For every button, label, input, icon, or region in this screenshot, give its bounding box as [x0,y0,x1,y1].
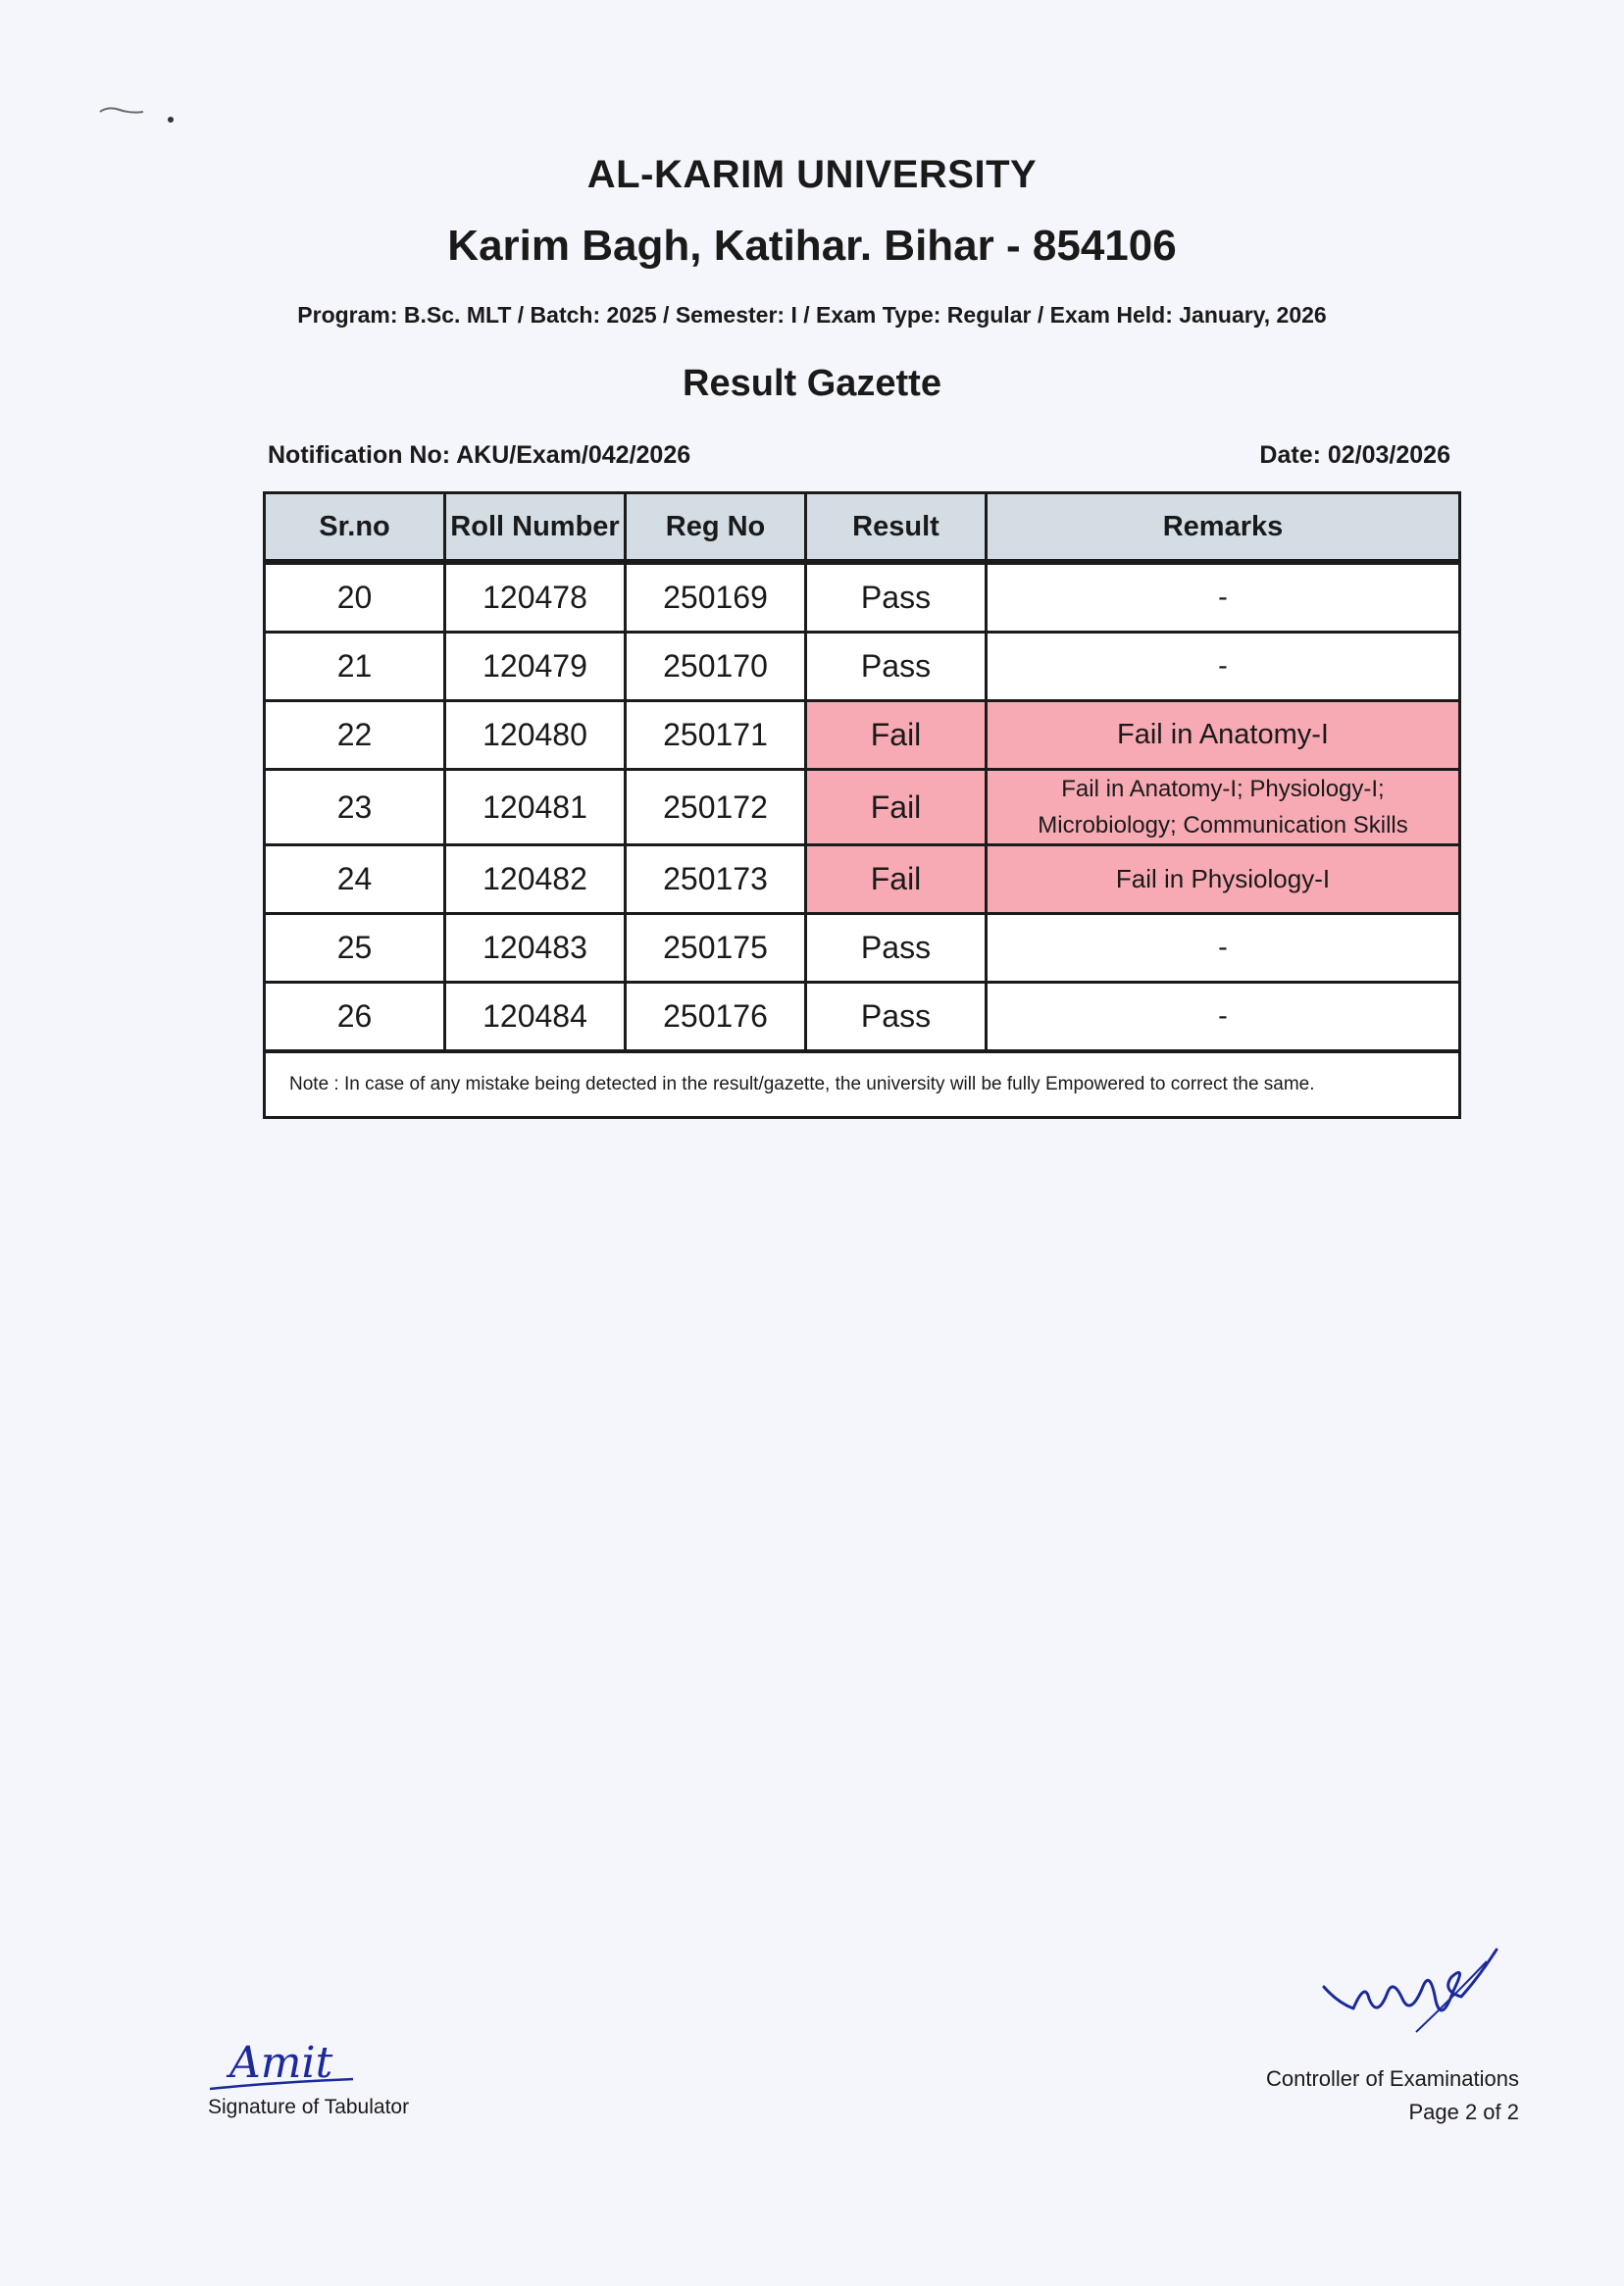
sr-no-cell: 20 [265,562,445,633]
result-cell: Pass [806,562,987,633]
table-row [265,562,1460,633]
table-note-row [265,1051,1460,1118]
table-row [265,770,1460,845]
reg-no-cell: 250176 [626,983,806,1052]
reg-no-cell: 250170 [626,633,806,701]
gazette-note: Note : In case of any mistake being detected in the result/gazette, the university will be fully Empowered to correct the same. [265,1051,1460,1118]
result-cell-fail: Fail [806,770,987,845]
result-table [263,491,1461,1119]
roll-number-cell: 120478 [445,562,626,633]
column-header-roll-number: Roll Number [445,493,626,563]
table-header-row [265,493,1460,563]
document-title: Result Gazette [683,363,941,404]
table-row [265,701,1460,770]
column-header-reg-no: Reg No [626,493,806,563]
controller-signature [1314,1938,1500,2046]
notification-number: Notification No: AKU/Exam/042/2026 [268,441,691,469]
remarks-cell: - [987,914,1460,983]
remarks-line-1: Fail in Anatomy-I; Physiology-I; [1061,776,1385,802]
sr-no-cell: 25 [265,914,445,983]
remarks-cell: - [987,983,1460,1052]
tabulator-signature [206,2026,373,2101]
result-cell-fail: Fail [806,701,987,770]
sr-no-cell: 21 [265,633,445,701]
roll-number-cell: 120479 [445,633,626,701]
tabulator-signature-text: Amit [229,2038,333,2088]
university-address: Karim Bagh, Katihar. Bihar - 854106 [447,222,1177,270]
table-row [265,633,1460,701]
remarks-cell: - [987,633,1460,701]
page-number: Page 2 of 2 [1408,2100,1519,2124]
result-cell: Pass [806,633,987,701]
table-row [265,914,1460,983]
column-header-result: Result [806,493,987,563]
remarks-cell-fail: Fail in Physiology-I [987,845,1460,914]
roll-number-cell: 120483 [445,914,626,983]
reg-no-cell: 250169 [626,562,806,633]
roll-number-cell: 120484 [445,983,626,1052]
reg-no-cell: 250171 [626,701,806,770]
remarks-cell-fail: Fail in Anatomy-I [987,701,1460,770]
tabulator-signature-label: Signature of Tabulator [208,2096,410,2118]
sr-no-cell: 23 [265,770,445,845]
remarks-line-2: Microbiology; Communication Skills [1038,812,1408,838]
column-header-sr-no: Sr.no [265,493,445,563]
sr-no-cell: 26 [265,983,445,1052]
table-row [265,845,1460,914]
reg-no-cell: 250175 [626,914,806,983]
remarks-cell-fail [987,770,1460,845]
table-row [265,983,1460,1052]
sr-no-cell: 24 [265,845,445,914]
controller-of-examinations-label: Controller of Examinations [1265,2066,1519,2091]
staple-mark [98,102,177,126]
result-cell: Pass [806,983,987,1052]
remarks-cell: - [987,562,1460,633]
reg-no-cell: 250172 [626,770,806,845]
result-cell: Pass [806,914,987,983]
reg-no-cell: 250173 [626,845,806,914]
sr-no-cell: 22 [265,701,445,770]
program-details: Program: B.Sc. MLT / Batch: 2025 / Semester: I / Exam Type: Regular / Exam Held: January, 2026 [297,302,1327,328]
result-cell-fail: Fail [806,845,987,914]
roll-number-cell: 120482 [445,845,626,914]
university-name: AL-KARIM UNIVERSITY [586,153,1038,196]
roll-number-cell: 120480 [445,701,626,770]
column-header-remarks: Remarks [987,493,1460,563]
roll-number-cell: 120481 [445,770,626,845]
notification-date: Date: 02/03/2026 [1259,441,1450,469]
